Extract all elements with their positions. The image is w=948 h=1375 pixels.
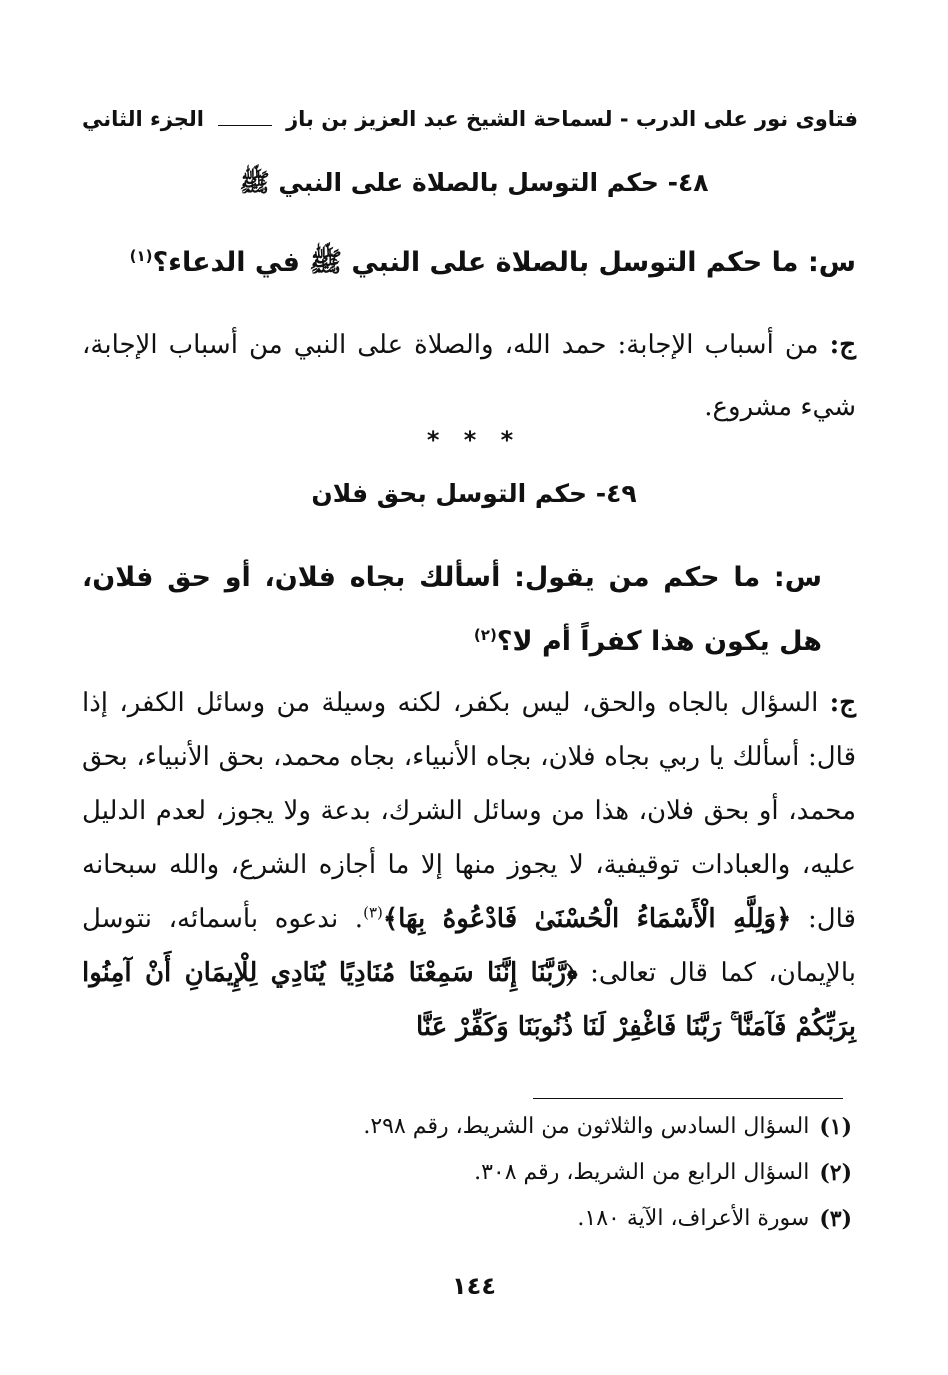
- page-number: ١٤٤: [452, 1272, 496, 1300]
- answer-text-part2: . ندعوه بأسمائه، نتوسل بالإيمان، كما قال تعالى:: [82, 904, 856, 988]
- section-49-question: [82, 546, 822, 674]
- answer-text: من أسباب الإجابة: حمد الله، والصلاة على النبي من أسباب الإجابة، شيء مشروع.: [82, 330, 856, 422]
- question-label: س:: [773, 562, 822, 593]
- footnotes: [82, 1104, 852, 1242]
- footnote-2: [82, 1150, 852, 1196]
- footnote-number: (٢): [819, 1160, 852, 1186]
- footnote-3: [82, 1196, 852, 1242]
- footnote-rule: [533, 1098, 843, 1099]
- question-text: ما حكم من يقول: أسألك بجاه فلان، أو حق فلان، هل يكون هذا كفراً أم لا؟: [82, 562, 822, 657]
- section-48-answer: [82, 314, 856, 438]
- answer-label: ج:: [829, 330, 857, 360]
- running-header: [82, 98, 858, 140]
- footnote-1: [82, 1104, 852, 1150]
- footnote-text: سورة الأعراف، الآية ١٨٠.: [577, 1206, 810, 1231]
- footnote-number: (١): [819, 1114, 852, 1140]
- section-48-title: ٤٨- حكم التوسل بالصلاة على النبي ﷺ: [239, 168, 709, 197]
- footnote-ref-3[interactable]: (٣): [363, 903, 383, 922]
- answer-text-part1: السؤال بالجاه والحق، ليس بكفر، لكنه وسيلة من وسائل الكفر، إذا قال: أسألك يا ربي بجاه فلان، بجاه الأنبياء، بجاه محمد، بحق الأنبياء، بحق محمد، أو بحق فلان، هذا من وسائل الشرك، بدعة ولا يجوز، لعدم الدليل عليه، والعبادات توقيفية، لا يجوز منها إلا ما أجازه الشرع، والله سبحانه قال:: [82, 688, 856, 934]
- footnote-number: (٣): [819, 1206, 852, 1232]
- question-label: س:: [807, 247, 856, 278]
- section-49-title: ٤٩- حكم التوسل بحق فلان: [311, 479, 637, 508]
- section-separator: * * *: [426, 426, 522, 454]
- footnote-ref-1[interactable]: (١): [129, 247, 153, 265]
- quran-verse-2: ﴿رَّبَّنَا إِنَّنَا سَمِعْنَا مُنَادِيًا يُنَادِي لِلْإِيمَانِ أَنْ آمِنُوا بِرَبِّكُمْ فَآمَنَّا ۚ رَبَّنَا فَاغْفِرْ لَنَا ذُنُوبَنَا وَكَفِّرْ عَنَّا: [82, 958, 856, 1042]
- volume-label: الجزء الثاني: [82, 106, 205, 131]
- header-rule: [218, 125, 272, 126]
- answer-label: ج:: [829, 688, 856, 718]
- footnote-text: السؤال الرابع من الشريط، رقم ٣٠٨.: [474, 1160, 810, 1185]
- quran-verse-1: ﴿وَلِلَّهِ الْأَسْمَاءُ الْحُسْنَىٰ فَادْعُوهُ بِهَا﴾: [382, 904, 792, 934]
- section-48-question: [82, 231, 856, 295]
- section-49-answer: [82, 676, 856, 1054]
- footnote-text: السؤال السادس والثلاثون من الشريط، رقم ٢٩٨.: [363, 1114, 810, 1139]
- footnote-ref-2[interactable]: (٢): [473, 626, 497, 644]
- question-text: ما حكم التوسل بالصلاة على النبي ﷺ في الدعاء؟: [152, 247, 799, 278]
- book-title: فتاوى نور على الدرب - لسماحة الشيخ عبد العزيز بن باز: [286, 106, 858, 131]
